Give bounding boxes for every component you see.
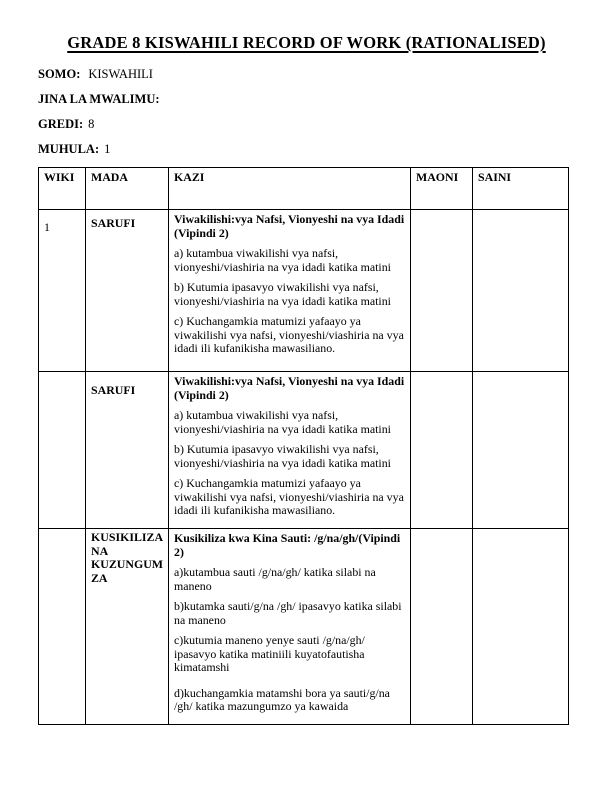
record-of-work-table [38,167,569,725]
kazi-item: d)kuchangamkia matamshi bora ya sauti/g/na /gh/ katika mazungumzo ya kawaida [174,685,390,713]
field-gredi [38,117,575,132]
kazi-item: b)kutamka sauti/g/na /gh/ ipasavyo katika silabi na maneno [174,599,402,627]
kazi-title: Viwakilishi:vya Nafsi, Vionyeshi na vya Idadi (Vipindi 2) [174,212,405,240]
field-somo [38,67,575,82]
column-header-kazi: KAZI [169,168,411,210]
topic-label: SARUFI [91,383,136,397]
mada-cell [86,372,169,529]
table-header-row [39,168,569,210]
column-header-saini: SAINI [473,168,569,210]
kazi-cell [169,210,411,372]
field-muhula [38,142,575,157]
wiki-cell [39,372,86,529]
field-somo-label: SOMO: [38,67,81,81]
maoni-cell [411,210,473,372]
maoni-cell [411,529,473,725]
field-muhula-value: 1 [104,142,111,156]
field-jina-label: JINA LA MWALIMU: [38,92,160,106]
kazi-item: c) Kuchangamkia matumizi yafaayo ya viwakilishi vya nafsi, vionyeshi/viashiria na vya idadi ili kufanikisha mawasiliano. [174,314,404,355]
kazi-cell [169,529,411,725]
field-somo-value: KISWAHILI [88,67,153,81]
topic-label: KUSIKILIZA NA KUZUNGUMZA [91,530,163,585]
kazi-item: c)kutumia maneno yenye sauti /g/na/gh/ ipasavyo katika matiniili kuyatofautisha kimatamshi [174,633,365,674]
column-header-wiki: WIKI [39,168,86,210]
table-row [39,210,569,372]
header-fields [38,67,575,157]
field-muhula-label: MUHULA: [38,142,100,156]
kazi-item: b) Kutumia ipasavyo viwakilishi vya nafsi, vionyeshi/viashiria na vya idadi katika matini [174,442,391,470]
week-number: 1 [44,220,50,234]
kazi-title: Viwakilishi:vya Nafsi, Vionyeshi na vya Idadi (Vipindi 2) [174,374,405,402]
maoni-cell [411,372,473,529]
mada-cell [86,529,169,725]
kazi-item: a) kutambua viwakilishi vya nafsi, vionyeshi/viashiria na vya idadi katika matini [174,246,391,274]
field-gredi-value: 8 [88,117,95,131]
saini-cell [473,372,569,529]
table-row [39,529,569,725]
kazi-item: a) kutambua viwakilishi vya nafsi, vionyeshi/viashiria na vya idadi katika matini [174,408,391,436]
kazi-item: a)kutambua sauti /g/na/gh/ katika silabi na maneno [174,565,376,593]
table-row [39,372,569,529]
saini-cell [473,529,569,725]
wiki-cell [39,210,86,372]
kazi-item: b) Kutumia ipasavyo viwakilishi vya nafsi, vionyeshi/viashiria na vya idadi katika matini [174,280,391,308]
kazi-item: c) Kuchangamkia matumizi yafaayo ya viwakilishi vya nafsi, vionyeshi/viashiria na vya idadi ili kufanikisha mawasiliano. [174,476,404,517]
mada-cell [86,210,169,372]
column-header-maoni: MAONI [411,168,473,210]
wiki-cell [39,529,86,725]
topic-label: SARUFI [91,216,136,230]
saini-cell [473,210,569,372]
field-jina-la-mwalimu [38,92,575,107]
page-title: GRADE 8 KISWAHILI RECORD OF WORK (RATIONALISED) [67,33,546,52]
kazi-cell [169,372,411,529]
field-gredi-label: GREDI: [38,117,84,131]
column-header-mada: MADA [86,168,169,210]
kazi-title: Kusikiliza kwa Kina Sauti: /g/na/gh/(Vipindi 2) [174,531,401,559]
